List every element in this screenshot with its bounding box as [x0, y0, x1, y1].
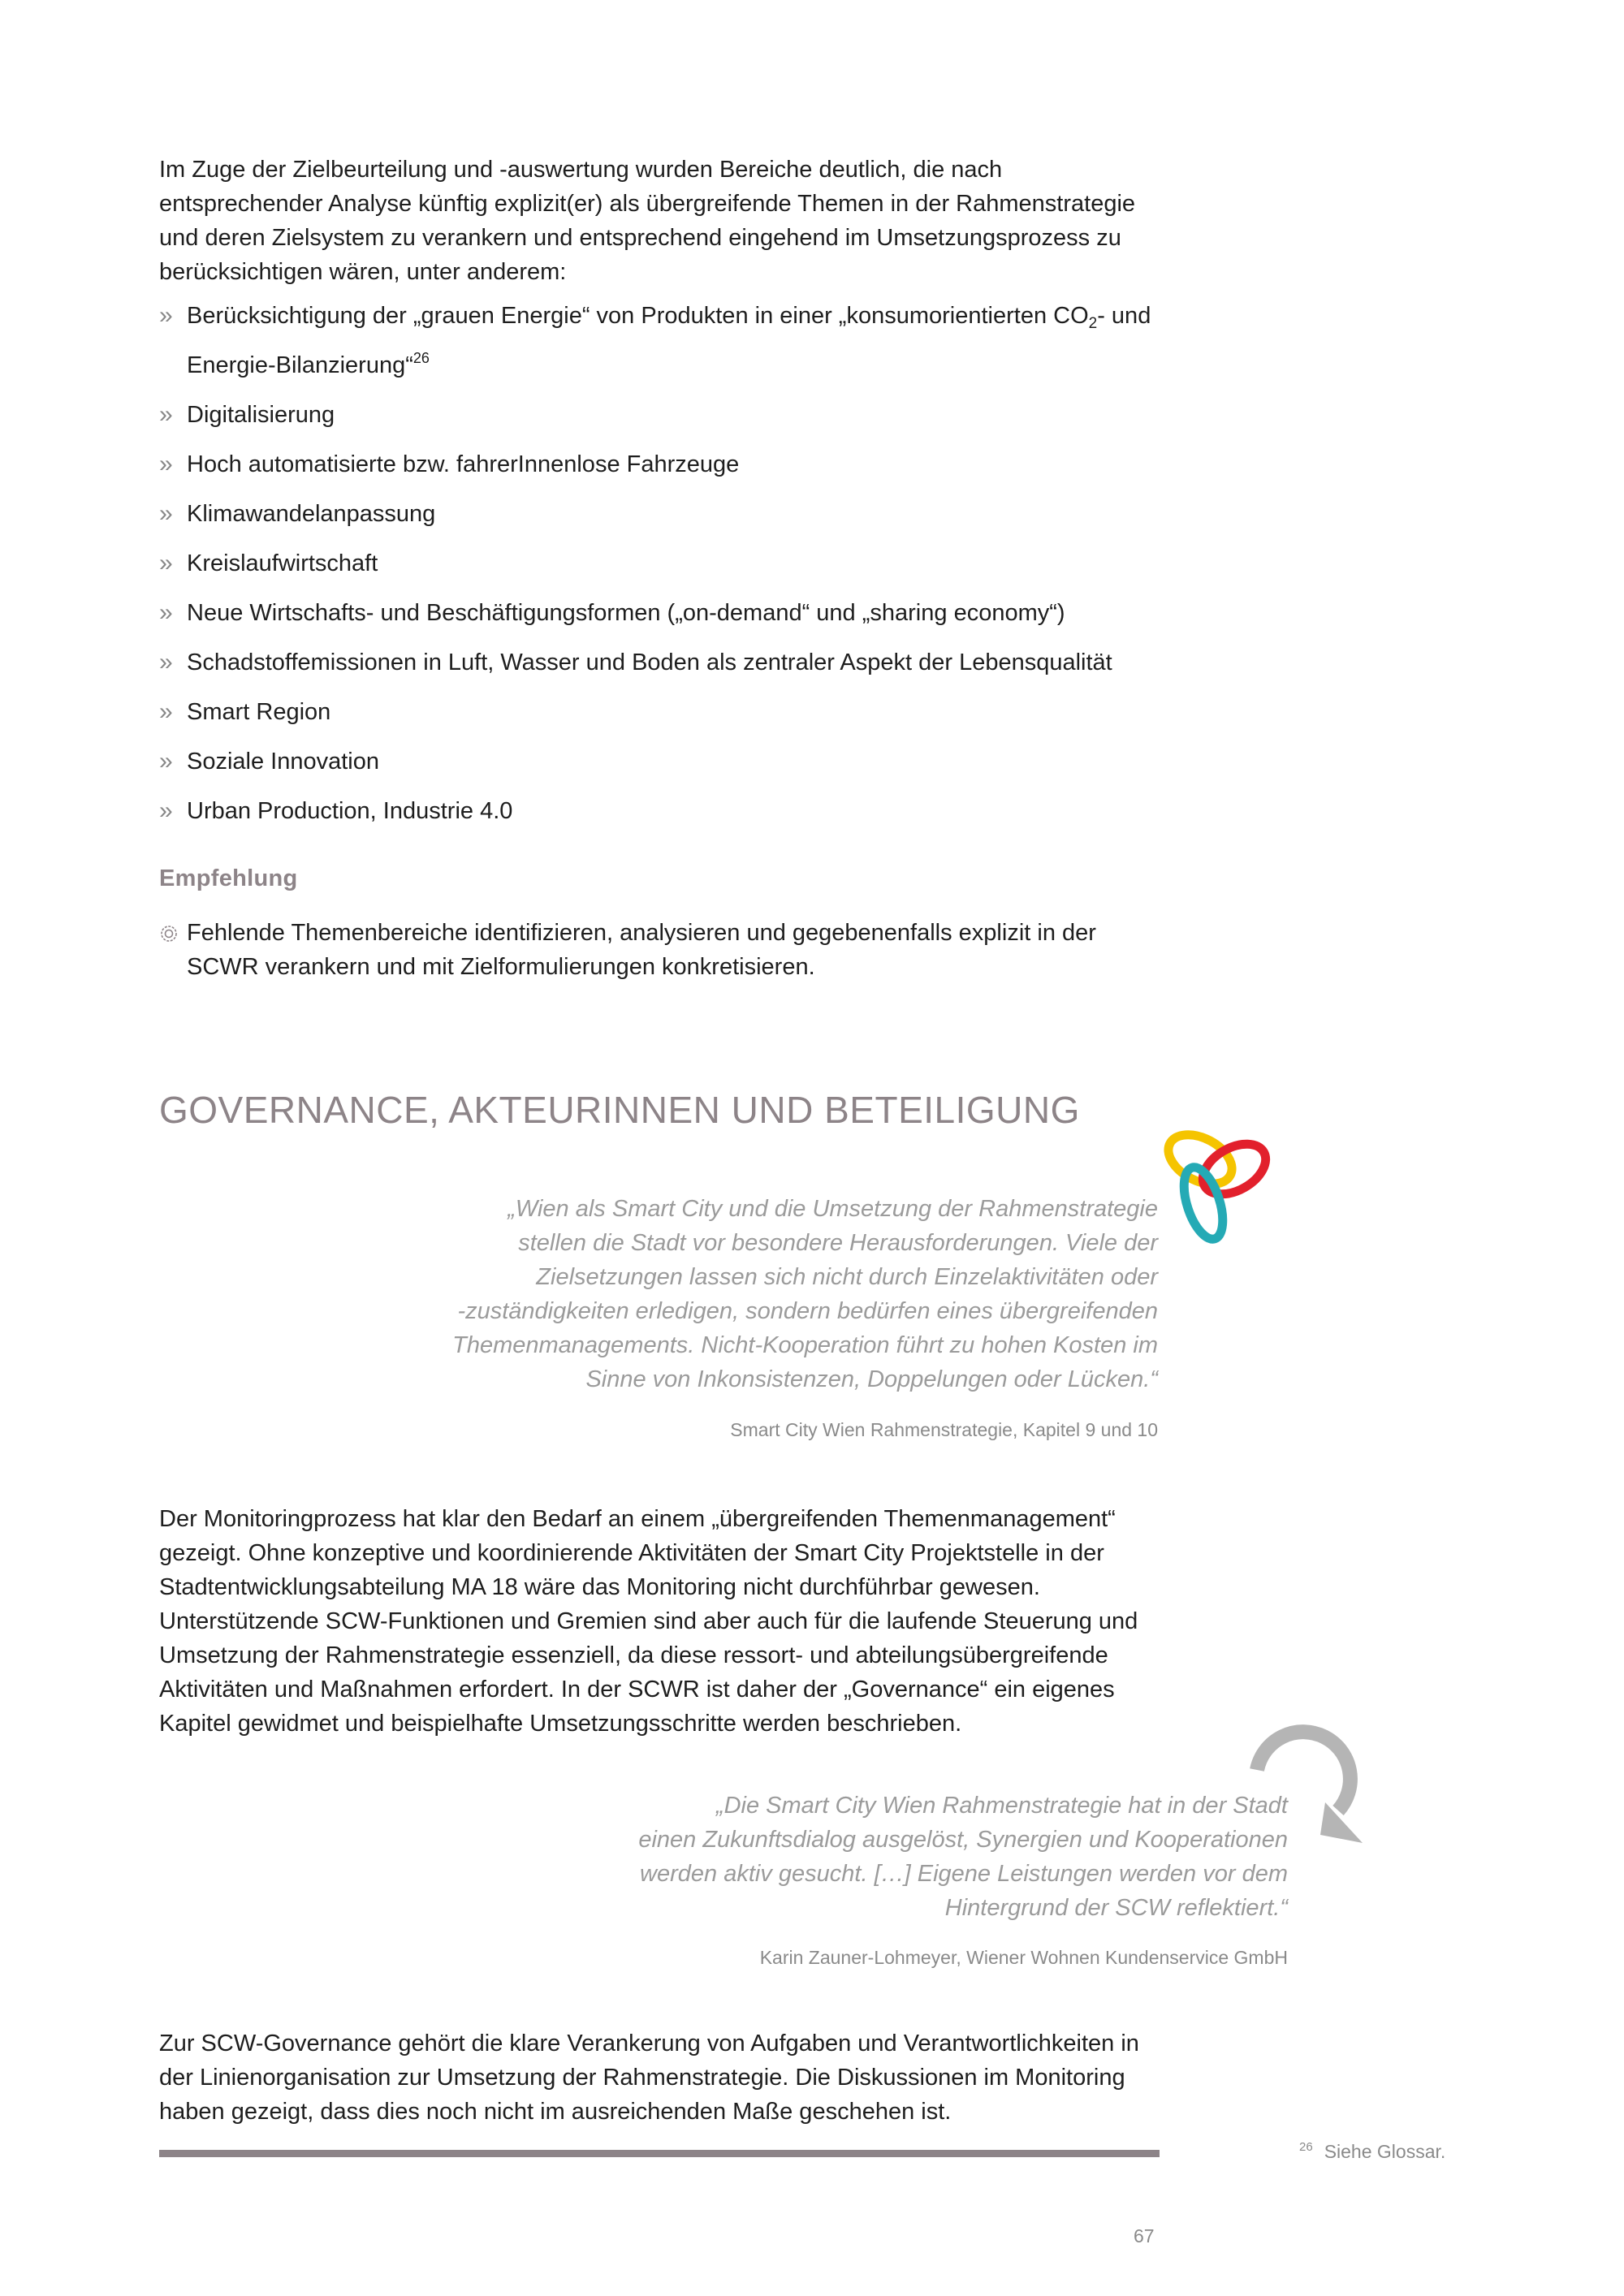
page-number: 67 — [1134, 2225, 1155, 2246]
double-chevron-icon: » — [159, 500, 171, 527]
intro-paragraph: Im Zuge der Zielbeurteilung und -auswertung wurden Bereiche deutlich, die nach entsprechender Analyse künftig explizit(er) als übergreifende Themen in der Rahmenstrategie und deren Zielsystem zu verankern und entsprechend eingehend im Umsetzungsprozess zu berücksichtigen wären, unter anderem: — [159, 157, 1136, 285]
double-chevron-icon: » — [159, 649, 171, 675]
recommendation-text: Fehlende Themenbereiche identifizieren, analysieren und gegebenenfalls explizit in der SCWR verankern und mit Zielformulierungen konkretisieren. — [187, 920, 1096, 980]
list-item: » Klimawandelanpassung — [159, 497, 1158, 531]
footnote — [1299, 2140, 1445, 2163]
gear-icon — [159, 924, 179, 943]
smart-city-logo-icon — [1153, 1124, 1275, 1245]
list-item: » Kreislaufwirtschaft — [159, 546, 1158, 580]
double-chevron-icon: » — [159, 550, 171, 576]
quote-source: Smart City Wien Rahmenstrategie, Kapitel 9 und 10 — [730, 1419, 1158, 1440]
list-item: » Digitalisierung — [159, 398, 1158, 432]
double-chevron-icon: » — [159, 797, 171, 824]
list-item: » Urban Production, Industrie 4.0 — [159, 794, 1158, 828]
double-chevron-icon: » — [159, 302, 171, 329]
divider — [159, 2150, 1160, 2157]
double-chevron-icon: » — [159, 401, 171, 428]
recommendation-heading: Empfehlung — [159, 865, 298, 891]
quote-text: „Wien als Smart City und die Umsetzung der Rahmenstrategie stellen die Stadt vor besondere Herausforderungen. Viele der Zielsetzungen lassen sich nicht durch Einzelaktivitäten oder -zuständigkeiten erledigen, sondern bedürfen eines übergreifenden Themenmanagements. Nicht-Kooperation führt zu hohen Kosten im Sinne von Inkonsistenzen, Doppelungen oder Lücken.“ — [452, 1196, 1158, 1392]
footnote-number: 26 — [1299, 2140, 1313, 2154]
footnote-text: Siehe Glossar. — [1324, 2141, 1446, 2162]
quote-text: „Die Smart City Wien Rahmenstrategie hat in der Stadt einen Zukunftsdialog ausgelöst, Synergien und Kooperationen werden aktiv gesucht. […] Eigene Leistungen werden vor dem Hintergrund der SCW reflektiert.“ — [638, 1793, 1288, 1921]
footnote-reference[interactable]: 26 — [412, 350, 430, 366]
double-chevron-icon: » — [159, 451, 171, 477]
recommendation-item — [159, 916, 1158, 984]
list-item: » Berücksichtigung der „grauen Energie“ von Produkten in einer „konsumorientierten $CO_2-$ und Energie-Bilanzierung“$^{26}$ — [159, 299, 1158, 382]
double-chevron-icon: » — [159, 599, 171, 626]
list-item: » Schadstoffemissionen in Luft, Wasser und Boden als zentraler Aspekt der Lebensqualität — [159, 645, 1158, 680]
list-item: » Hoch automatisierte bzw. fahrerInnenlose Fahrzeuge — [159, 447, 1158, 481]
double-chevron-icon: » — [159, 698, 171, 725]
list-item: » Neue Wirtschafts- und Beschäftigungsformen („on-demand“ und „sharing economy“) — [159, 596, 1158, 630]
governance-paragraph: Zur SCW-Governance gehört die klare Verankerung von Aufgaben und Verantwortlichkeiten in der Linienorganisation zur Umsetzung der Rahmenstrategie. Die Diskussionen im Monitoring haben gezeigt, dass dies noch nicht im ausreichenden Maße geschehen ist. — [159, 2031, 1139, 2125]
quote-source: Karin Zauner-Lohmeyer, Wiener Wohnen Kundenservice GmbH — [759, 1947, 1288, 1968]
list-item: » Soziale Innovation — [159, 744, 1158, 779]
list-item: » Smart Region — [159, 695, 1158, 729]
section-title: GOVERNANCE, AKTEURINNEN UND BETEILIGUNG — [159, 1089, 1080, 1131]
subscript: 2 — [1088, 315, 1098, 332]
topic-list — [159, 299, 1158, 844]
double-chevron-icon: » — [159, 748, 171, 775]
monitoring-paragraph: Der Monitoringprozess hat klar den Bedarf an einem „übergreifenden Themenmanagement“ gezeigt. Ohne konzeptive und koordinierende Aktivitäten der Smart City Projektstelle in der Stadtentwicklungsabteilung MA 18 wäre das Monitoring nicht durchführbar gewesen. Unterstützende SCW-Funktionen und Gremien sind aber auch für die laufende Steuerung und Umsetzung der Rahmenstrategie essenziell, da diese ressort- und abteilungsübergreifende Aktivitäten und Maßnahmen erfordert. In der SCWR ist daher der „Governance“ ein eigenes Kapitel gewidmet und beispielhafte Umsetzungsschritte werden beschrieben. — [159, 1506, 1138, 1737]
